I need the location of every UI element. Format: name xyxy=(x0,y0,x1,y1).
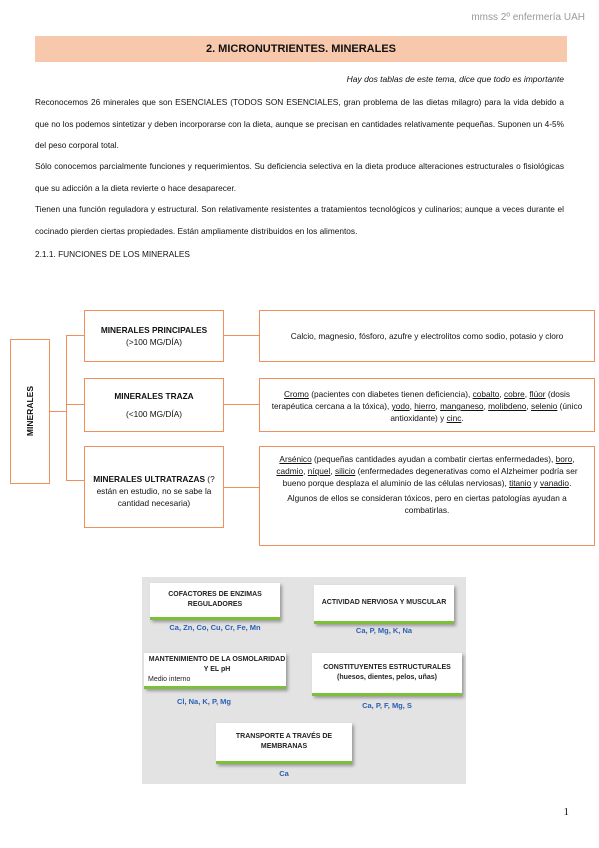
connector xyxy=(66,480,84,481)
mineral-cobre: cobre xyxy=(504,389,525,399)
card-elements: Cl, Na, K, P, Mg xyxy=(176,697,232,706)
card-elements: Ca, Zn, Co, Cu, Cr, Fe, Mn xyxy=(169,623,261,632)
detail-text: , xyxy=(409,401,415,411)
detail-text: (enfermedades degenerativas como el Alzheimer podría ser bueno porque desplaza el aluminio de las células nerviosas), xyxy=(282,466,578,488)
ultratrazas-note: Algunos de ellos se consideran tóxicos, pero en ciertas patologías ayudan a combatirlas. xyxy=(287,493,567,515)
mineral-niquel: níquel xyxy=(307,466,331,476)
ultratrazas-title: MINERALES ULTRATRAZAS xyxy=(93,474,205,484)
connector xyxy=(224,335,259,336)
card-elements: Ca, P, F, Mg, S xyxy=(362,701,412,710)
detail-text: , xyxy=(483,401,489,411)
card-label: ACTIVIDAD NERVIOSA Y MUSCULAR xyxy=(321,599,447,606)
principales-title: MINERALES PRINCIPALES xyxy=(100,325,208,335)
lead-note: Hay dos tablas de este tema, dice que todo es importante xyxy=(346,74,564,84)
functions-figure xyxy=(142,577,466,784)
connector xyxy=(50,411,66,412)
paragraph-3: Tienen una función reguladora y estructural. Son relativamente resistentes a tratamientos tecnológicos y culinarios; aunque a veces durante el cocinado pierden ciertas propiedades. Están ampliamente distribuidos en los alimentos. xyxy=(35,204,564,236)
card-label: COFACTORES DE ENZIMAS REGULADORES xyxy=(168,591,262,608)
card-elements: Ca xyxy=(279,769,289,778)
detail-text: , xyxy=(303,466,308,476)
root-label: MINERALES xyxy=(25,386,35,437)
traza-sub: (<100 MG/DÍA) xyxy=(125,409,183,419)
card-transporte xyxy=(216,723,352,764)
root-box xyxy=(10,339,50,484)
connector xyxy=(66,335,67,480)
detail-text: , xyxy=(330,466,335,476)
mineral-fluor: flúor xyxy=(529,389,546,399)
mineral-selenio: selenio xyxy=(531,401,558,411)
principales-sub: (>100 MG/DÍA) xyxy=(125,337,183,347)
mineral-yodo: yodo xyxy=(391,401,410,411)
ultratrazas-list xyxy=(266,453,588,489)
card-sublabel: (huesos, dientes, pelos, uñas) xyxy=(337,674,437,681)
mineral-cinc: cinc xyxy=(446,413,462,423)
ultratrazas-detail xyxy=(259,446,595,546)
traza-box xyxy=(84,378,224,432)
header-note: mmss 2º enfermería UAH xyxy=(471,12,585,23)
card-actividad-nerviosa xyxy=(314,585,454,624)
paragraph-2: Sólo conocemos parcialmente funciones y requerimientos. Su deficiencia selectiva en la dieta produce alteraciones estructurales o fisiológicas que su adicción a la dieta revierte o hace desaparecer. xyxy=(35,161,564,193)
card-sublabel: Medio interno xyxy=(148,675,191,683)
detail-text: , xyxy=(499,389,505,399)
mineral-molibdeno: molibdeno xyxy=(488,401,527,411)
detail-text: . xyxy=(461,413,464,423)
traza-detail xyxy=(259,378,595,432)
connector xyxy=(224,404,259,405)
mineral-boro: boro xyxy=(555,454,573,464)
card-elements: Ca, P, Mg, K, Na xyxy=(355,626,413,635)
mineral-silicio: silicio xyxy=(335,466,356,476)
card-label: MANTENIMIENTO DE LA OSMOLARIDAD Y EL pH xyxy=(148,655,286,673)
page-title: 2. MICRONUTRIENTES. MINERALES xyxy=(35,36,567,62)
mineral-arsenico: Arsénico xyxy=(279,454,312,464)
detail-text: , xyxy=(526,401,532,411)
detail-text: (dosis terapéutica cercana a la tóxica), xyxy=(271,389,570,411)
detail-text: y xyxy=(531,478,540,488)
connector xyxy=(66,404,84,405)
section-heading: 2.1.1. FUNCIONES DE LOS MINERALES xyxy=(35,249,190,259)
page-number: 1 xyxy=(563,806,569,818)
ultratrazas-sub: (? están en estudio, no se sabe la cantidad necesaria) xyxy=(96,474,215,508)
mineral-cromo: Cromo xyxy=(284,389,309,399)
paragraph-1: Reconocemos 26 minerales que son ESENCIALES (TODOS SON ESENCIALES, gran problema de las dietas milagro) para la vida debido a que no los podemos sintetizar y deben incorporarse con la dieta, aunque se precisan en cantidades relativamente pequeñas. Suponen un 4-5% del peso corporal total. xyxy=(35,97,564,150)
mineral-cadmio: cadmio xyxy=(276,466,304,476)
card-cofactores xyxy=(150,583,280,620)
mineral-titanio: titanio xyxy=(509,478,532,488)
card-osmolaridad xyxy=(144,653,286,689)
principales-detail-text: Calcio, magnesio, fósforo, azufre y electrolitos como sodio, potasio y cloro xyxy=(290,331,564,341)
card-label: CONSTITUYENTES ESTRUCTURALES xyxy=(323,664,451,671)
detail-text: , xyxy=(435,401,441,411)
principales-box xyxy=(84,310,224,362)
mineral-vanadio: vanadio xyxy=(539,478,570,488)
detail-text: , xyxy=(524,389,530,399)
mineral-cobalto: cobalto xyxy=(472,389,500,399)
detail-text: , xyxy=(572,454,575,464)
detail-text: (único antioxidante) y xyxy=(390,401,583,423)
connector xyxy=(224,487,259,488)
detail-text: . xyxy=(569,478,572,488)
traza-title: MINERALES TRAZA xyxy=(114,391,194,401)
card-constituyentes xyxy=(312,653,462,696)
card-label: TRANSPORTE A TRAVÉS DE MEMBRANAS xyxy=(235,733,333,750)
detail-text: (pequeñas cantidades ayudan a combatir ciertas enfermedades), xyxy=(311,454,556,464)
detail-text: (pacientes con diabetes tienen deficiencia), xyxy=(308,389,473,399)
principales-detail xyxy=(259,310,595,362)
connector xyxy=(66,335,84,336)
mineral-manganeso: manganeso xyxy=(440,401,484,411)
ultratrazas-box xyxy=(84,446,224,528)
mineral-hierro: hierro xyxy=(414,401,436,411)
